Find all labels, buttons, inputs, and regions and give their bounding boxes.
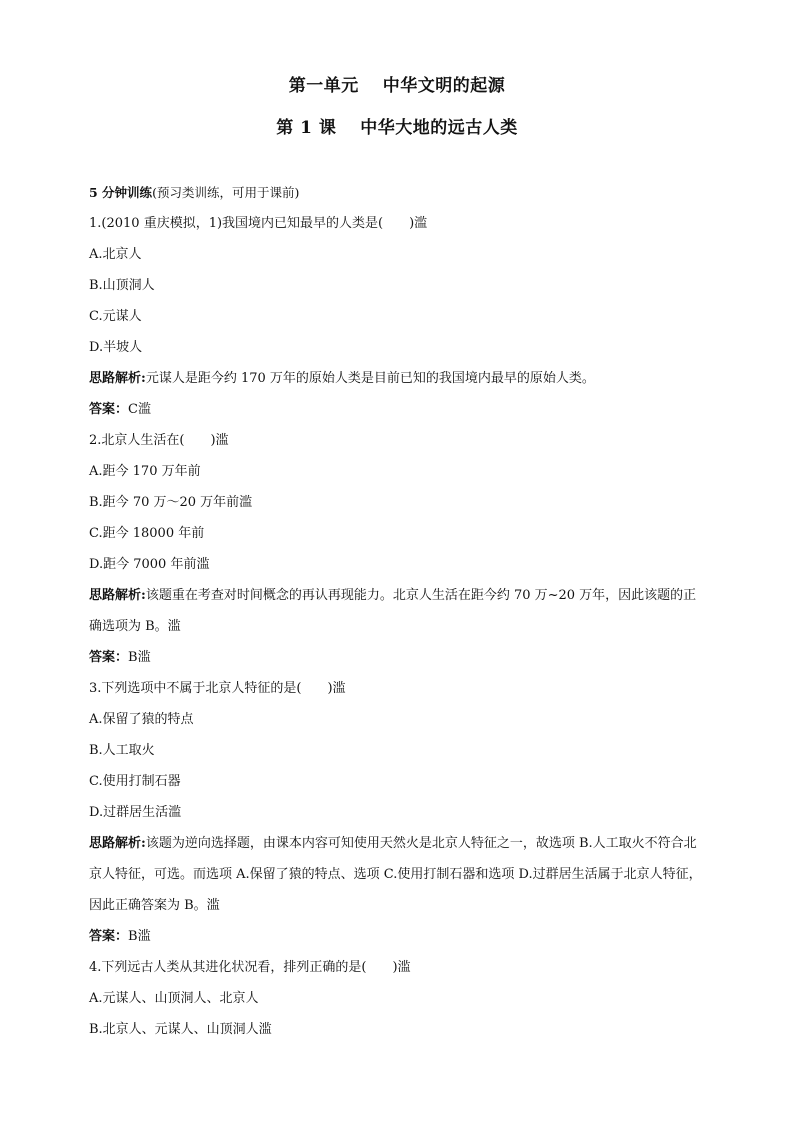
question-stem: 1.(2010 重庆模拟，1)我国境内已知最早的人类是( )滥: [89, 216, 428, 231]
question-4: [89, 952, 709, 1045]
analysis-label: 思路解析:: [89, 588, 146, 603]
answer-text: B滥: [128, 650, 151, 665]
analysis: [89, 363, 709, 394]
analysis: [89, 828, 709, 921]
option-a: A.元谋人、山顶洞人、北京人: [89, 991, 259, 1006]
exercise-content: [89, 182, 709, 1045]
answer-label: 答案：: [89, 402, 129, 417]
option-a: A.北京人: [89, 247, 142, 262]
question-1: [89, 208, 709, 425]
option-b: B.山顶洞人: [89, 278, 155, 293]
section-label: 5 分钟训练: [89, 185, 153, 200]
analysis-label: 思路解析:: [89, 836, 146, 851]
answer: [89, 394, 709, 425]
option-b: B.距今 70 万～20 万年前滥: [89, 495, 253, 510]
option-a: A.距今 170 万年前: [89, 464, 201, 479]
question-2: [89, 425, 709, 673]
option-b: B.人工取火: [89, 743, 155, 758]
option-d: D.过群居生活滥: [89, 805, 182, 820]
option-a: A.保留了猿的特点: [89, 712, 194, 727]
question-stem: 3.下列选项中不属于北京人特征的是( )滥: [89, 681, 346, 696]
answer-text: C滥: [128, 402, 151, 417]
question-stem: 2.北京人生活在( )滥: [89, 433, 229, 448]
analysis-text: 元谋人是距今约 170 万年的原始人类是目前已知的我国境内最早的原始人类。: [145, 371, 595, 386]
section-heading: [89, 182, 709, 204]
answer: [89, 642, 709, 673]
question-stem: 4.下列远古人类从其进化状况看，排列正确的是( )滥: [89, 960, 411, 975]
answer-text: B滥: [128, 929, 151, 944]
analysis-text: 该题重在考查对时间概念的再认再现能力。北京人生活在距今约 70 万~20 万年，因此该题的正确选项为 B。滥: [89, 588, 697, 634]
section-note: (预习类训练，可用于课前): [152, 185, 300, 200]
lesson-title: 第 1 课 中华大地的远古人类: [276, 118, 518, 138]
option-c: C.距今 18000 年前: [89, 526, 205, 541]
question-3: [89, 673, 709, 952]
option-c: C.使用打制石器: [89, 774, 181, 789]
analysis: [89, 580, 709, 642]
option-b: B.北京人、元谋人、山顶洞人滥: [89, 1022, 272, 1037]
option-d: D.距今 7000 年前滥: [89, 557, 210, 572]
answer-label: 答案：: [89, 650, 129, 665]
option-c: C.元谋人: [89, 309, 142, 324]
option-d: D.半坡人: [89, 340, 143, 355]
unit-title: 第一单元 中华文明的起源: [288, 76, 506, 96]
analysis-text: 该题为逆向选择题，由课本内容可知使用天然火是北京人特征之一，故选项 B.人工取火不符合北京人特征，可选。而选项 A.保留了猿的特点、选项 C.使用打制石器和选项 D.过群居生活属于北京人特征，因此正确答案为 B。滥: [89, 836, 702, 913]
analysis-label: 思路解析:: [89, 371, 146, 386]
answer-label: 答案：: [89, 929, 129, 944]
answer: [89, 921, 709, 952]
